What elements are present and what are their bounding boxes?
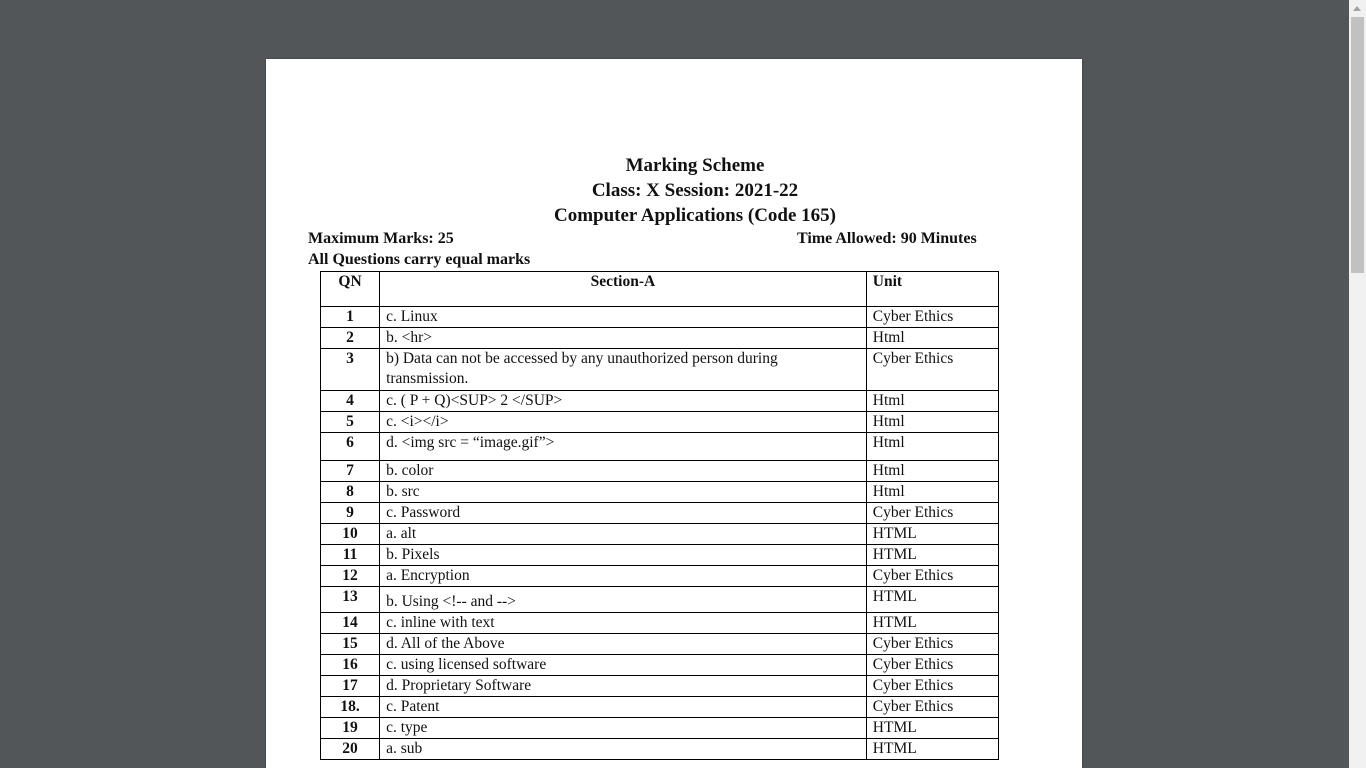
question-number: 7 [321,461,380,482]
table-row [321,545,999,566]
table-row [321,503,999,524]
unit-cell: HTML [866,587,998,613]
document-page [266,59,1082,768]
scroll-up-arrow-icon[interactable] [1349,0,1366,17]
unit-cell: HTML [866,545,998,566]
unit-header: Unit [866,272,998,307]
table-row [321,655,999,676]
table-row [321,328,999,349]
answer-cell: b. src [380,482,867,503]
table-row [321,433,999,461]
table-row [321,718,999,739]
table-row [321,587,999,613]
answer-cell: a. alt [380,524,867,545]
question-number: 13 [321,587,380,613]
question-number: 14 [321,613,380,634]
question-number: 8 [321,482,380,503]
question-number: 11 [321,545,380,566]
unit-cell: HTML [866,739,998,760]
question-number: 19 [321,718,380,739]
table-row [321,349,999,391]
unit-cell: Html [866,433,998,461]
answer-cell: c. <i></i> [380,412,867,433]
question-number: 3 [321,349,380,391]
question-number: 15 [321,634,380,655]
qn-header: QN [321,272,380,307]
answer-cell: b. <hr> [380,328,867,349]
question-number: 12 [321,566,380,587]
answer-cell: d. Proprietary Software [380,676,867,697]
table-row [321,391,999,412]
answer-cell: c. type [380,718,867,739]
table-row [321,524,999,545]
unit-cell: HTML [866,613,998,634]
question-number: 10 [321,524,380,545]
table-row [321,697,999,718]
question-number: 2 [321,328,380,349]
unit-cell: HTML [866,718,998,739]
table-row [321,634,999,655]
question-number: 17 [321,676,380,697]
unit-cell: Cyber Ethics [866,634,998,655]
answer-cell: a. sub [380,739,867,760]
answer-cell: c. ( P + Q)<SUP> 2 </SUP> [380,391,867,412]
answer-cell: c. inline with text [380,613,867,634]
answer-cell: c. Linux [380,307,867,328]
unit-cell: Html [866,391,998,412]
subject-title: Computer Applications (Code 165) [553,205,837,226]
unit-cell: Html [866,482,998,503]
table-header-row [321,272,999,307]
unit-cell: Cyber Ethics [866,697,998,718]
answer-cell: b. color [380,461,867,482]
time-allowed: Time Allowed: 90 Minutes [797,230,977,247]
marks-note: All Questions carry equal marks [308,251,531,268]
answer-cell: d. <img src = “image.gif”> [380,433,867,461]
answer-cell: b. Using <!-- and --> [380,587,867,613]
answer-cell: b. Pixels [380,545,867,566]
answer-cell: c. Password [380,503,867,524]
marking-table [320,271,999,760]
question-number: 4 [321,391,380,412]
question-number: 20 [321,739,380,760]
table-row [321,739,999,760]
vertical-scrollbar[interactable] [1349,0,1366,768]
answer-cell: d. All of the Above [380,634,867,655]
unit-cell: Html [866,461,998,482]
answer-cell: a. Encryption [380,566,867,587]
unit-cell: Cyber Ethics [866,503,998,524]
unit-cell: HTML [866,524,998,545]
table-row [321,307,999,328]
scroll-thumb[interactable] [1351,17,1364,273]
question-number: 9 [321,503,380,524]
question-number: 16 [321,655,380,676]
unit-cell: Cyber Ethics [866,655,998,676]
answer-cell: b) Data can not be accessed by any unauthorized person during transmission. [380,349,867,391]
table-row [321,566,999,587]
table-row [321,676,999,697]
unit-cell: Html [866,412,998,433]
table-row [321,613,999,634]
question-number: 5 [321,412,380,433]
answer-cell: c. using licensed software [380,655,867,676]
document-title: Marking Scheme [625,155,765,176]
maximum-marks: Maximum Marks: 25 [308,230,454,247]
question-number: 18. [321,697,380,718]
question-number: 1 [321,307,380,328]
question-number: 6 [321,433,380,461]
answer-cell: c. Patent [380,697,867,718]
table-row [321,482,999,503]
table-row [321,461,999,482]
unit-cell: Cyber Ethics [866,349,998,391]
section-header: Section-A [380,272,867,307]
unit-cell: Cyber Ethics [866,676,998,697]
table-row [321,412,999,433]
unit-cell: Cyber Ethics [866,307,998,328]
unit-cell: Html [866,328,998,349]
class-session: Class: X Session: 2021-22 [591,180,799,201]
unit-cell: Cyber Ethics [866,566,998,587]
